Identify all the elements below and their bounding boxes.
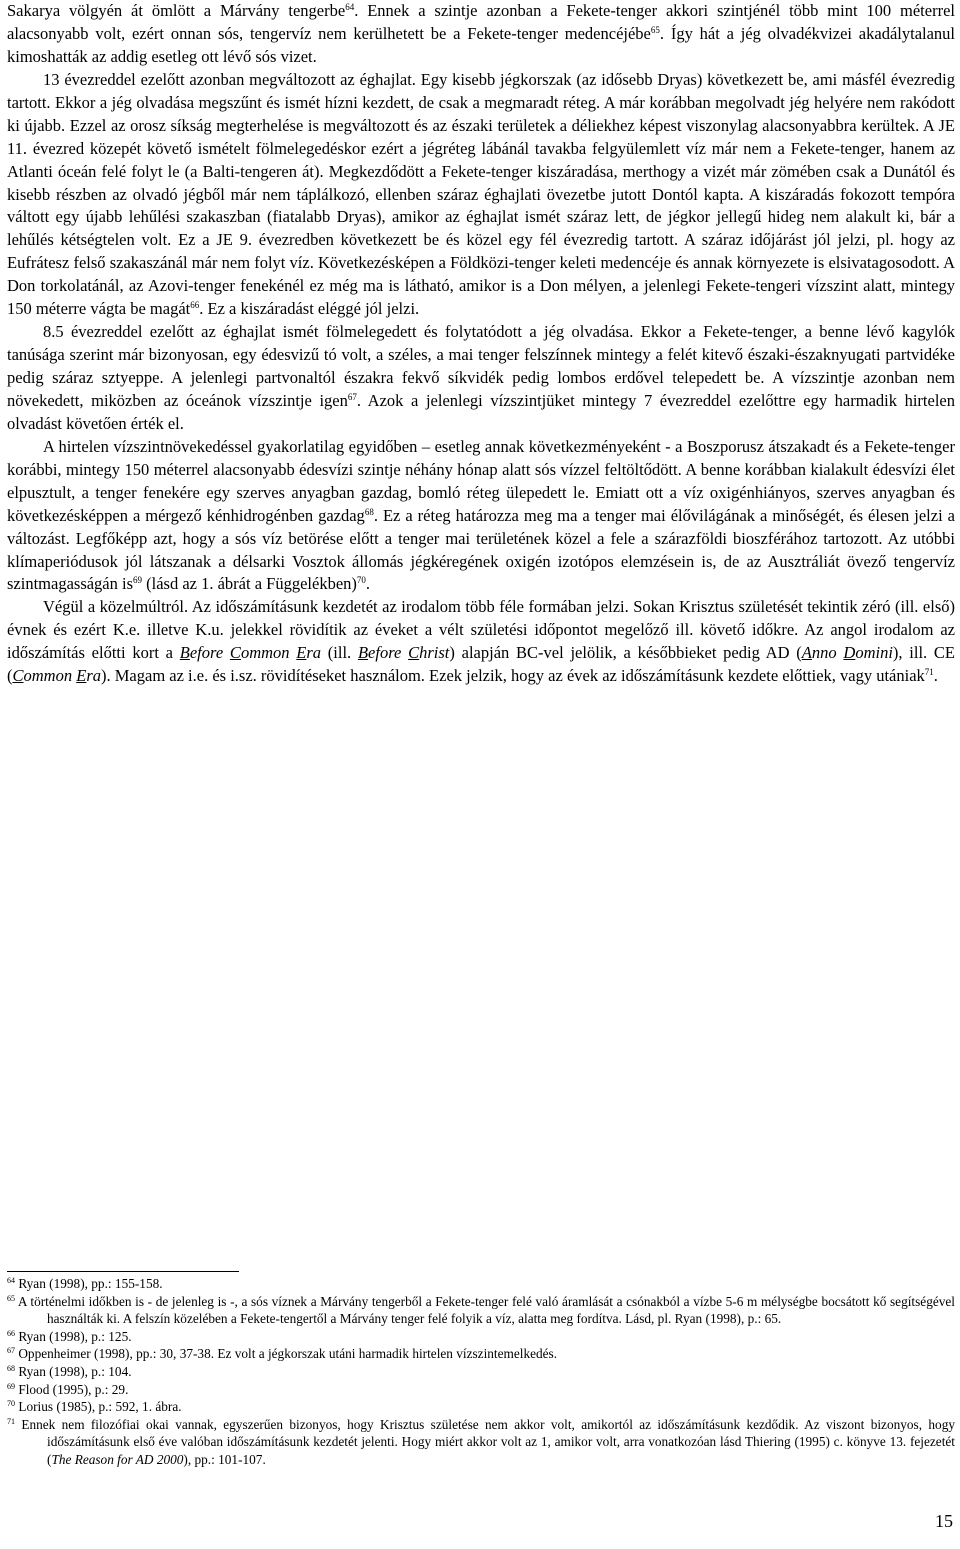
- paragraph-1: [7, 0, 955, 69]
- text-run: (ill.: [321, 643, 358, 663]
- text-run: ), ill. CE (: [7, 643, 956, 686]
- footnote-ref-65[interactable]: 65: [650, 24, 660, 35]
- footnote-number: 69: [7, 1381, 15, 1391]
- text-run: 13 évezreddel ezelőtt azonban megváltozott az éghajlat. Egy kisebb jégkorszak (az idősebb Dryas) következett be, ami másfél évezredig tartott. Ekkor a jég olvadása megszűnt és ismét hízni kezdett, de csak a megmaradt réteg. A már korábban megolvadt jég helyére nem rakódott ki újabb. Ezzel az orosz síkság megterhelése is megváltozott és az északi területek a déliekhez képest viszonylag alacsonyabbra kerültek. A JE 11. évezred közepét követő ismételt fölmelegedéskor ezért a jégréteg lábánál tavakba felgyülemlett víz már nem a Fekete-tenger, hanem az Atlanti óceán felé folyt le (a Balti-tengeren át). Megkezdődött a Fekete-tenger kiszáradása, merthogy a vizét már zömében csak a Dunától és kisebb részben az olvadó jégből már nem táplálkozó, ellenben száraz éghajlati övezetbe jutott Dontól kapta. A kiszáradás fokozott tempóra váltott egy újabb lehűlési szakaszban (fiatalabb Dryas), amikor az éghajlat ismét száraz lett, de jégkor jellegű hideg nem alakult ki, bár a lehűlés kétségtelen volt. Ez a JE 9. évezredben következett be és közel egy fél évezredig tartott. A száraz időjárást jól jelzi, pl. hogy az Eufrátesz felső szakaszánál már nem folyt víz. Következésképen a Földközi-tenger keleti medencéje és annak környezete is elsivatagosodott. A Don torkolatánál, az Azovi-tenger fenekénél ez még ma is látható, amikor is a Don mélyen, a jelenlegi Fekete-tengeri vízszint alatt, mintegy 150 méterre vágta be magát: [7, 69, 955, 319]
- footnote-ref-69[interactable]: 69: [133, 575, 143, 586]
- paragraph-4: [7, 436, 955, 597]
- footnote-number: 68: [7, 1363, 15, 1373]
- footnote-text: Ryan (1998), p.: 125.: [15, 1328, 132, 1344]
- body-text: [7, 0, 955, 688]
- footnotes: [7, 1275, 955, 1469]
- footnote-64: [7, 1275, 955, 1293]
- paragraph-3: [7, 321, 955, 436]
- text-run: 8.5 évezreddel ezelőtt az éghajlat ismét fölmelegedett és folytatódott a jég olvadása. Ekkor a Fekete-tenger, a benne lévő kagylók tanúsága szerint már bizonyosan, egy édesvizű tó volt, a széles, a mai tenger felszínnek mintegy a felét kitevő északi-északnyugati partvidéke pedig száraz sztyeppe. A jelenlegi partvonaltól északra fekvő síkvidék pedig lombos erdővel telepedett be. A vízszintje azonban nem növekedett, miközben az óceánok vízszintje igen: [7, 322, 955, 410]
- footnote-ref-71[interactable]: 71: [924, 667, 934, 678]
- text-run: hrist: [419, 643, 450, 663]
- text-run: . Ez a kiszáradást eléggé jól jelzi.: [199, 299, 420, 319]
- footnote-70: [7, 1398, 955, 1416]
- paragraph-2: [7, 69, 955, 321]
- footnote-text: Flood (1995), p.: 29.: [15, 1381, 129, 1397]
- footnote-69: [7, 1381, 955, 1399]
- footnote-ref-68[interactable]: 68: [364, 506, 374, 517]
- footnote-number: 64: [7, 1276, 15, 1285]
- footnote-text: Ryan (1998), pp.: 155-158.: [15, 1276, 163, 1291]
- text-run: Végül a közelmúltról. Az időszámításunk kezdetét az irodalom több féle formában jelzi. Sokan Krisztus születését tekintik zéró (ill. első) évnek és ezért K.e. illetve K.u. jelekkel rövidítik az éveket a vélt születési időpontot megelőző ill. követő időkre. Az angol irodalom az időszámítás előtti kort a: [7, 597, 955, 663]
- underlined-letter: C: [12, 666, 24, 686]
- text-run: . Azok a jelenlegi vízszintjüket mintegy 7 évezreddel ezelőttre egy harmadik hirtelen olvadást követően érték el.: [7, 390, 955, 433]
- footnote-text: ), pp.: 101-107.: [183, 1451, 266, 1467]
- underlined-letter: B: [179, 643, 190, 663]
- footnote-ref-64[interactable]: 64: [345, 2, 355, 12]
- text-run: . Ez a réteg határozza meg ma a tenger mai élővilágának a minőségét, és élesen jelzi a változást. Legfőképp azt, hogy a sós víz betörése előtt a tenger mai területének közel a fele a szárazföldi bioszférához tartozott. Az utóbbi klímaperiódusok jól látszanak a délsarki Vosztok állomás jégkéregének oxigén izotópos elemzésein is, de az Ausztráliát övező tengervíz szintmagasságán is: [7, 505, 956, 594]
- page-number: 15: [935, 1511, 953, 1531]
- footnote-number: 65: [7, 1293, 15, 1303]
- footnote-text: Oppenheimer (1998), pp.: 30, 37-38. Ez volt a jégkorszak utáni harmadik hirtelen vízszintemelkedés.: [15, 1346, 558, 1362]
- footnote-number: 71: [7, 1416, 15, 1426]
- footnote-ref-66[interactable]: 66: [190, 300, 200, 311]
- underlined-letter: B: [357, 643, 369, 663]
- text-run: Sakarya völgyén át ömlött a Márvány tengerbe: [7, 1, 346, 20]
- footnote-68: [7, 1363, 955, 1381]
- italic-term-before-common-era: [180, 643, 321, 662]
- footnote-text: Ennek nem filozófiai okai vannak, egyszerűen bizonyos, hogy Krisztus születése nem akkor volt, amikortól az időszámításunk kezdődik. Az viszont bizonyos, hogy időszámításunk első éve valóban időszámításunk kezdetét jelenti. Hogy miért akkor volt az 1, amikor volt, arra vonatkozóan lásd Thiering (1995) c. könyve 13. fejezetét (: [15, 1416, 955, 1467]
- footnote-number: 70: [7, 1399, 15, 1409]
- text-run: efore: [189, 643, 230, 663]
- footnote-text: A történelmi időkben is - de jelenleg is -, a sós víznek a Márvány tengerből a Fekete-tenger felé való áramlását a csónakból a vízbe 5-6 m mélységbe bocsátott kő segítségével használták ki. A felszín közelében a Fekete-tengertől a Márvány tenger felé folyik a víz, alatta meg fordítva. Lásd, pl. Ryan (1998), p.: 65.: [15, 1293, 955, 1327]
- text-run: . Így hát a jég olvadékvizei akadálytalanul kimoshatták az addig esetleg ott lévő sós vizet.: [7, 23, 956, 66]
- underlined-letter: C: [229, 643, 241, 663]
- text-run: ommon: [23, 666, 77, 686]
- text-run: efore: [368, 643, 409, 663]
- footnote-66: [7, 1328, 955, 1346]
- footnote-ref-67[interactable]: 67: [347, 391, 357, 402]
- underlined-letter: E: [296, 643, 307, 663]
- text-run: ra: [306, 643, 322, 663]
- footnote-text: Lorius (1985), p.: 592, 1. ábra.: [15, 1399, 182, 1415]
- underlined-letter: D: [843, 643, 856, 663]
- footnote-number: 66: [7, 1328, 15, 1338]
- footnote-71: [7, 1416, 955, 1469]
- text-run: (lásd az 1. ábrát a Függelékben): [142, 574, 357, 594]
- text-run: .: [933, 666, 938, 686]
- footnote-65: [7, 1293, 955, 1328]
- text-run: omini: [855, 643, 893, 663]
- text-run: nno: [811, 643, 844, 663]
- underlined-letter: E: [76, 666, 87, 686]
- text-run: A hirtelen vízszintnövekedéssel gyakorlatilag egyidőben – esetleg annak következményeként - a Boszporusz átszakadt és a Fekete-tenger korábbi, mintegy 150 méterrel alacsonyabb édesvízi szintje néhány hónap alatt sós vízzel feltöltődött. A benne korábban kialakult édesvízi élet elpusztult, a tenger fenekére egy szerves anyagban gazdag, bomló réteg ülepedett le. Emiatt ott a víz oxigénhiányos, szerves anyagban és következésképpen a mérgező kénhidrogénben gazdag: [7, 436, 955, 525]
- underlined-letter: A: [801, 643, 812, 663]
- footnote-ref-70[interactable]: 70: [356, 575, 366, 586]
- text-run: ). Magam az i.e. és i.sz. rövidítéseket használom. Ezek jelzik, hogy az évek az időszámításunk kezdete előttiek, vagy utániak: [101, 666, 925, 686]
- text-run: . Ennek a szintje azonban a Fekete-tenger akkori szintjénél több mint 100 méterrel alacsonyabb volt, ezért onnan sós, tengervíz nem kerülhetett be a Fekete-tenger medencéjébe: [7, 1, 955, 43]
- book-title: The Reason for AD 2000: [51, 1451, 184, 1467]
- footnote-67: [7, 1345, 955, 1363]
- text-run: ommon: [240, 643, 297, 663]
- footnote-number: 67: [7, 1346, 15, 1356]
- underlined-letter: C: [408, 643, 420, 663]
- text-run: .: [365, 574, 371, 594]
- footnote-separator: [7, 1271, 239, 1272]
- italic-term-common-era: [13, 666, 102, 685]
- italic-term-before-christ: [358, 643, 449, 662]
- footnote-text: Ryan (1998), p.: 104.: [15, 1363, 132, 1379]
- paragraph-5: [7, 596, 955, 688]
- italic-term-anno-domini: [802, 643, 893, 662]
- text-run: ) alapján BC-vel jelölik, a későbbieket pedig AD (: [449, 643, 802, 663]
- text-run: ra: [86, 666, 101, 686]
